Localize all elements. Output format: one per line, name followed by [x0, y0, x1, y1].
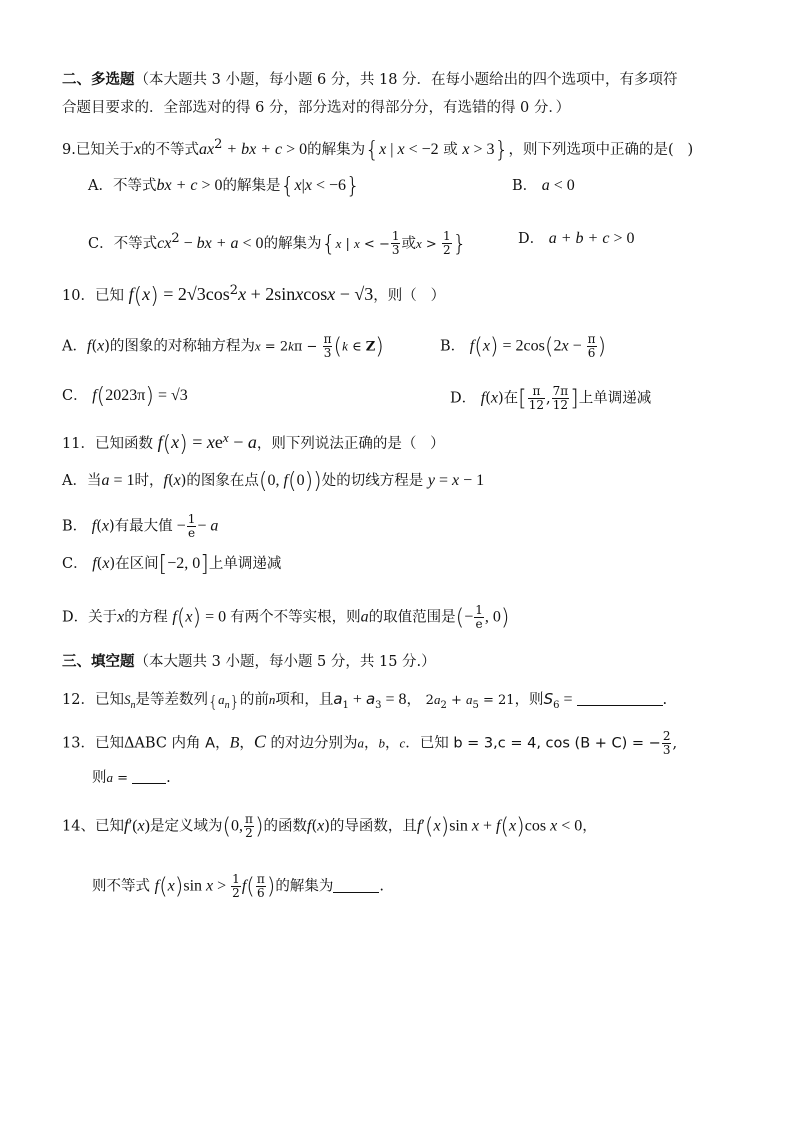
q12-answer-blank — [577, 689, 663, 706]
q11-option-d: D．关于x的方程 f(x) = 0 有两个不等实根，则a的取值范围是(− $\frac{1}{e}$ , 0) — [62, 603, 510, 631]
q10-option-c: C． f(2023π) = √3 — [62, 384, 188, 409]
section3-title: 三、填空题 — [62, 653, 135, 670]
section3-desc: （本大题共 3 小题，每小题 5 分，共 15 分.） — [134, 654, 436, 670]
q14-stem: 14、已知f′(x)是定义域为(0, $\frac{\pi}{2}$ )的函数f(x)的导函数，且f′(x)sin x + f(x)cos x < 0， — [62, 812, 597, 840]
section2-header — [62, 69, 678, 91]
q10-option-d: D． f(x)在[ $\frac{\pi}{12}$ , $\frac{7\pi}{12}$ ]上单调递减 — [450, 384, 652, 412]
q9-stem: 9.已知关于x的不等式$ax^2$ + bx + c > 0的解集为{x | x < −2 或 x > 3}，则下列选项中正确的是( ) — [62, 137, 694, 163]
q9-option-b: B． a < 0 — [512, 177, 575, 194]
section3-header — [62, 651, 436, 673]
q10-option-b: B． f(x) = 2cos(2x − $\frac{\pi}{6}$ ) — [440, 332, 607, 360]
q10-option-a: A．f(x)的图象的对称轴方程为x = 2kπ − $\frac{\pi}{3}$ (k ∈ Z) — [62, 332, 384, 360]
section2-desc-line2: 合题目要求的．全部选对的得 6 分，部分选对的得部分分，有选错的得 0 分．） — [62, 100, 571, 116]
q12-stem: 12．已知$S_n$是等差数列$\{a_n\}$的前n项和，且$a_1 + a_3 = 8$， $2a_2 + a_5 = 21$，则$S_6$ = . — [62, 690, 668, 711]
q10-stem: 10．已知 $f(x) = 2√3\cos^2x$ + 2sinxcosx − √3，则（ ） — [62, 283, 446, 309]
q13-line2: 则a = . — [92, 767, 171, 790]
q11-option-b: B． f(x)有最大值 − $\frac{1}{e}$ − a — [62, 512, 219, 540]
section2-desc-line1: （本大题共 3 小题，每小题 6 分，共 18 分．在每小题给出的四个选项中，有多项符 — [134, 72, 678, 88]
q14-line2: 则不等式 f(x)sin x > $\frac{1}{2}$ f( $\frac{\pi}{6}$ )的解集为 . — [92, 872, 384, 900]
q9-option-a: A．不等式bx + c > 0的解集是{x|x < −6} — [88, 174, 360, 199]
q11-option-c: C． f(x)在区间[−2, 0]上单调递减 — [62, 552, 282, 577]
q13-answer-blank — [132, 767, 166, 784]
q11-stem: 11．已知函数 $f(x) = xe^x - a$，则下列说法正确的是（ ） — [62, 430, 445, 457]
q9-option-c: C．不等式$cx^2$ − bx + a < 0的解集为{x | x < − $\frac{1}{3}$ 或x > $\frac{1}{2}$ } — [88, 229, 467, 258]
section2-title: 二、多选题 — [62, 71, 135, 88]
q9-option-d: D． a + b + c > 0 — [518, 230, 635, 247]
q14-answer-blank — [333, 876, 379, 893]
q13-stem: 13．已知ΔABC 内角 A，B，C 的对边分别为a，b，c．已知 b = 3,c = 4, cos (B + C) = − $\frac{2}{3}$ , — [62, 729, 678, 757]
q11-option-a: A．当a = 1时，f(x)的图象在点(0, f(0))处的切线方程是 y = x − 1 — [62, 469, 485, 494]
